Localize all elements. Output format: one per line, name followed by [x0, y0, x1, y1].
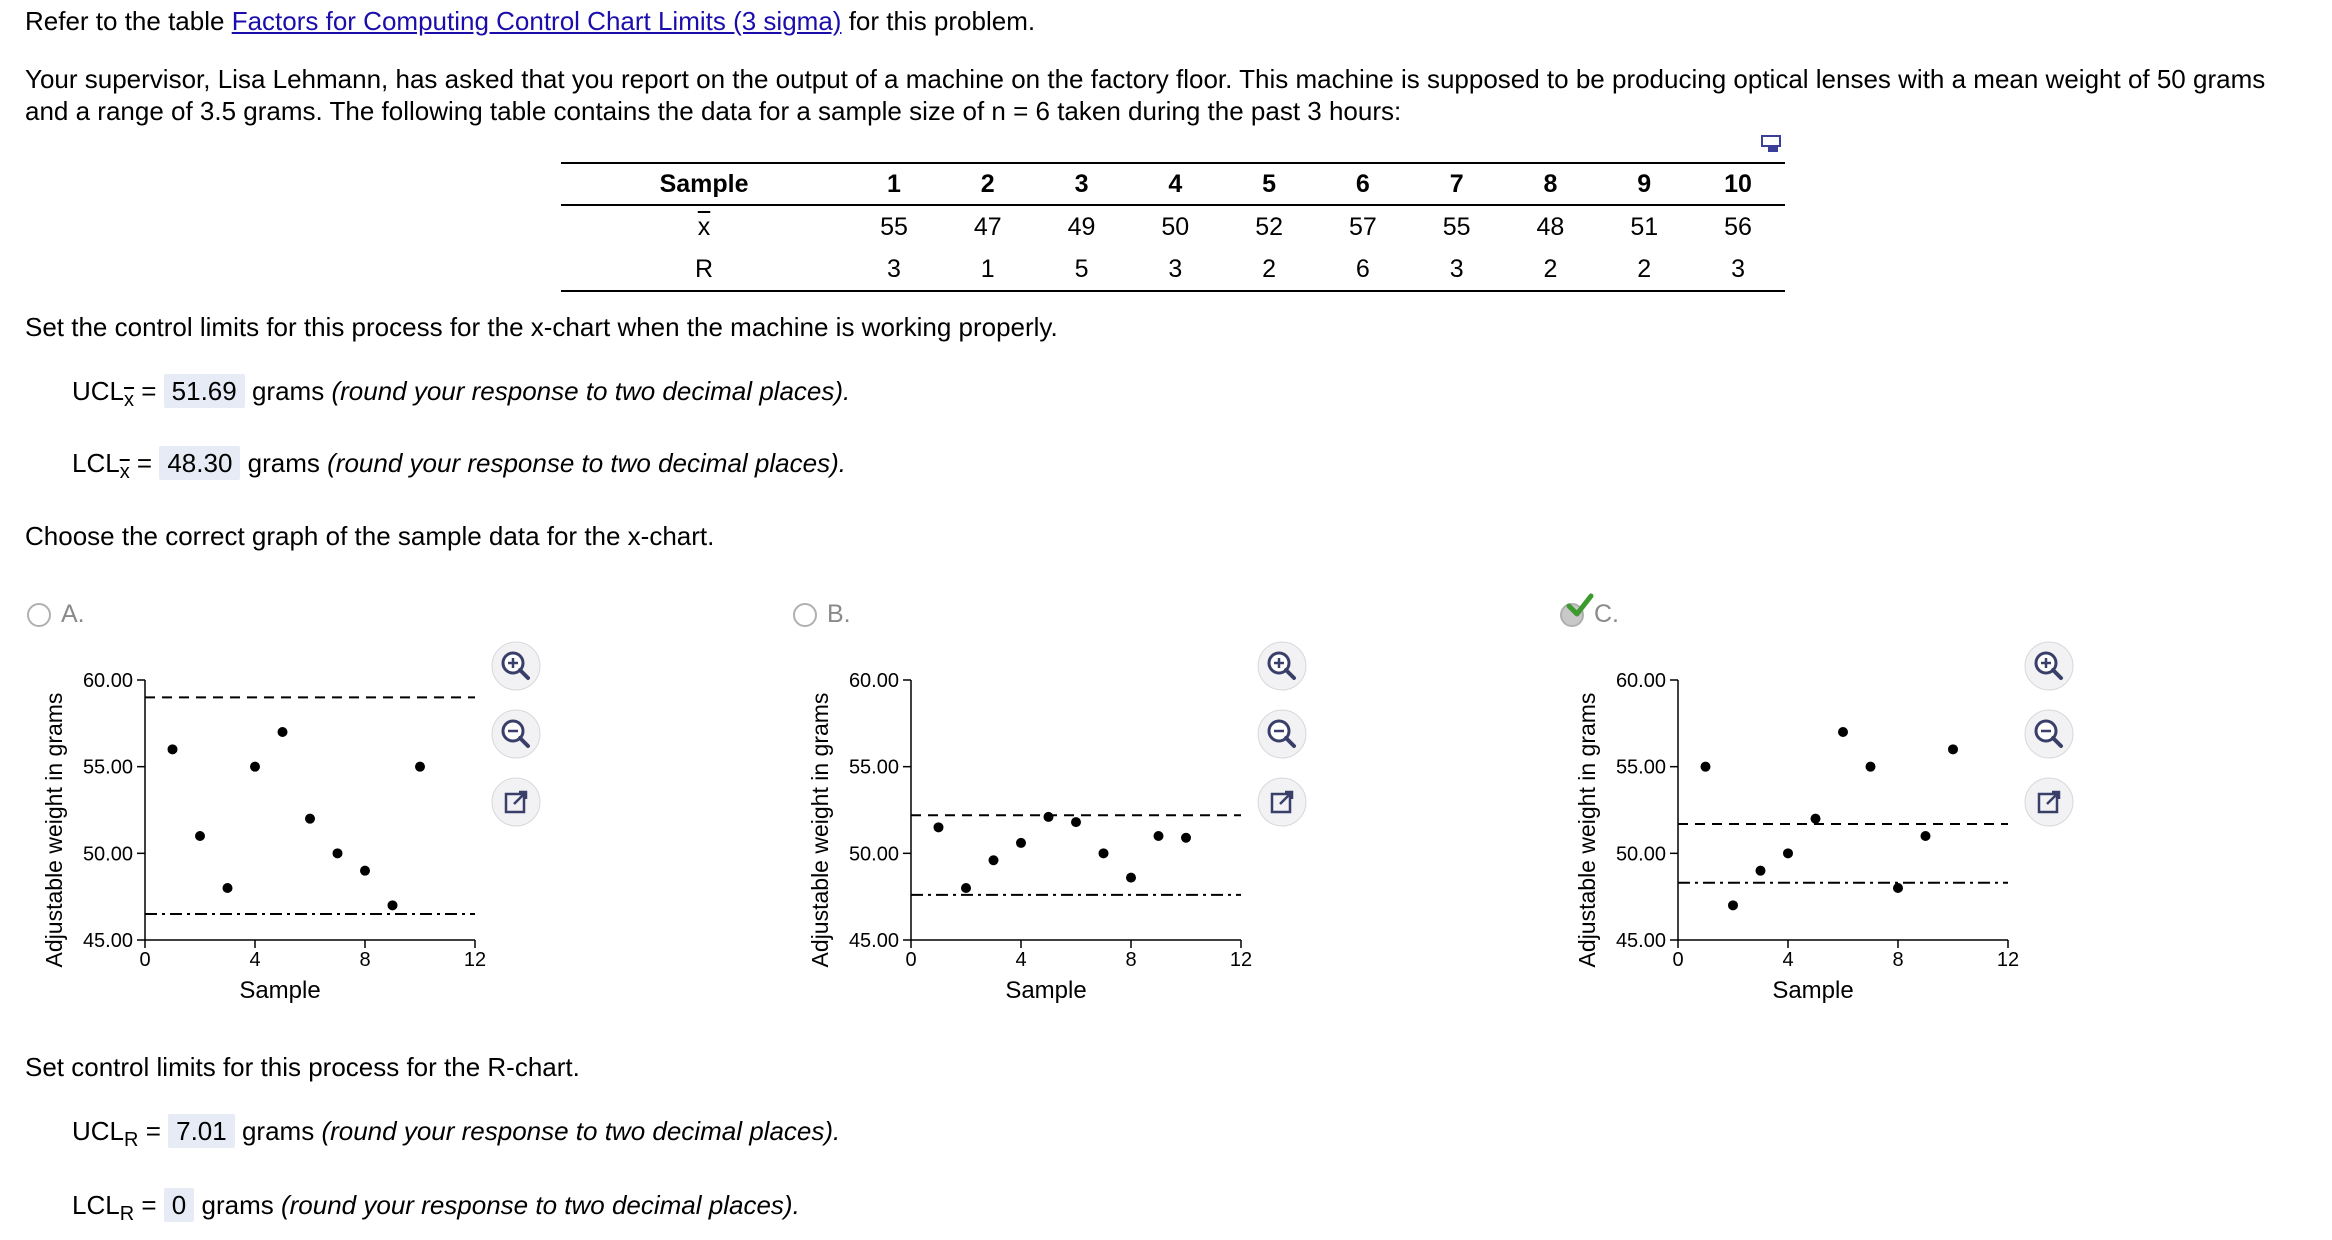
data-point	[1783, 848, 1793, 858]
table-cell: 3	[1449, 254, 1464, 283]
y-tick-label: 55.00	[848, 756, 899, 779]
table-cell: 5	[1074, 254, 1089, 283]
zoom-out-icon[interactable]	[490, 708, 542, 760]
table-cell: 3	[887, 254, 901, 283]
problem-line-2: and a range of 3.5 grams. The following table contains the data for a sample size of n = 6 taken during the past 3 hours:	[25, 96, 1402, 126]
y-axis-label: Adjustable weight in grams	[1574, 692, 1600, 968]
table-cell: 6	[1355, 254, 1370, 283]
unit-label: grams	[247, 448, 320, 478]
checkmark-icon	[1566, 593, 1594, 619]
sample-num: 9	[1597, 163, 1691, 205]
y-axis-label: Adjustable weight in grams	[807, 692, 833, 968]
expand-icon[interactable]	[1256, 776, 1308, 828]
table-row-xbar	[561, 205, 1785, 248]
sample-num: 1	[847, 163, 941, 205]
lcl-r-answer[interactable]: 0	[164, 1188, 194, 1222]
unit-label: grams	[201, 1190, 274, 1220]
expand-icon[interactable]	[490, 776, 542, 828]
zoom-in-icon[interactable]	[1256, 640, 1308, 692]
zoom-out-icon[interactable]	[1256, 708, 1308, 760]
option-letter: A.	[61, 600, 85, 628]
sample-num: 7	[1410, 163, 1504, 205]
ucl-sub: R	[124, 1129, 139, 1152]
ucl-r-answer[interactable]: 7.01	[168, 1114, 235, 1148]
problem-line-1: Your supervisor, Lisa Lehmann, has asked that you report on the output of a machine on the factory floor. This machine is supposed to be producing optical lenses with a mean weight of 50 grams	[25, 64, 2266, 94]
lcl-sub: R	[119, 1203, 135, 1226]
table-cell: 55	[880, 212, 908, 241]
sample-num: 4	[1128, 163, 1222, 205]
sample-num: 2	[941, 163, 1035, 205]
data-point	[961, 883, 971, 893]
data-point	[360, 866, 370, 876]
data-point	[1866, 762, 1876, 772]
unit-label: grams	[241, 1116, 315, 1146]
x-tick-label: 8	[359, 949, 371, 971]
round-note: (round your response to two decimal places).	[321, 1116, 841, 1146]
ucl-r-row: $UCL_R = 7.01$ grams (round your response to two decimal places).	[72, 1116, 841, 1152]
x-tick-label: 4	[1782, 949, 1794, 971]
table-cell: 48	[1536, 212, 1565, 241]
table-cell: 50	[1161, 212, 1190, 241]
zoom-in-icon[interactable]	[2023, 640, 2075, 692]
lcl-label: LCL	[72, 1190, 120, 1220]
x-axis-label: Sample	[239, 977, 321, 1004]
sample-num: 3	[1035, 163, 1129, 205]
ucl-x-row: $UCL_{\overline{x}} = 51.69$ grams (round your response to two decimal places).	[72, 376, 851, 412]
data-point	[1154, 831, 1164, 841]
data-point	[250, 762, 260, 772]
r-label: R	[695, 254, 714, 283]
sample-num: 6	[1316, 163, 1410, 205]
x-axis-label: Sample	[1772, 977, 1854, 1004]
table-cell: 2	[1543, 254, 1558, 283]
option-b-radio[interactable]	[793, 600, 851, 629]
data-point	[333, 848, 343, 858]
table-cell: 1	[980, 254, 995, 283]
ucl-x-answer[interactable]: 51.69	[164, 374, 245, 408]
ucl-label: UCL	[72, 1116, 125, 1146]
data-point	[1071, 817, 1081, 827]
radio-circle[interactable]	[793, 603, 817, 627]
data-point	[1948, 744, 1958, 754]
table-cell: 47	[973, 212, 1002, 241]
data-point	[278, 727, 288, 737]
data-point	[388, 900, 398, 910]
y-tick-label: 45.00	[848, 930, 899, 952]
copy-table-icon[interactable]	[1760, 134, 1784, 156]
sample-num: 5	[1222, 163, 1316, 205]
y-tick-label: 50.00	[848, 843, 899, 866]
data-point	[1811, 814, 1821, 824]
table-cell: 2	[1637, 254, 1652, 283]
x-tick-label: 8	[1892, 949, 1904, 971]
y-tick-label: 60.00	[1615, 670, 1666, 692]
table-cell: 57	[1348, 212, 1377, 241]
xchart-instruction: Set the control limits for this process for the x-chart when the machine is working properly.	[25, 312, 1058, 342]
data-point	[168, 744, 178, 754]
xbar-label: $\overline{x}$	[697, 212, 711, 241]
factors-table-link[interactable]: Factors for Computing Control Chart Limits (3 sigma)	[231, 6, 842, 36]
y-axis-label: Adjustable weight in grams	[41, 692, 67, 968]
lcl-x-row: $LCL_{\overline{x}} = 48.30$ grams (round your response to two decimal places).	[72, 448, 846, 484]
y-tick-label: 45.00	[82, 930, 133, 952]
data-point	[1728, 900, 1738, 910]
x-tick-label: 0	[139, 949, 151, 971]
table-cell: 55	[1442, 212, 1471, 241]
ucl-label: UCL	[72, 376, 125, 406]
graph-question: Choose the correct graph of the sample data for the x-chart.	[25, 521, 715, 551]
data-point	[989, 855, 999, 865]
data-point	[1756, 866, 1766, 876]
chart-option-a	[40, 650, 500, 1020]
x-tick-label: 12	[1229, 949, 1253, 971]
radio-circle-selected[interactable]	[1560, 603, 1584, 627]
data-point	[1921, 831, 1931, 841]
sample-data-table	[561, 162, 1785, 292]
x-tick-label: 0	[1672, 949, 1684, 971]
data-point	[1044, 812, 1054, 822]
x-tick-label: 12	[1996, 949, 2020, 971]
data-point	[1126, 873, 1136, 883]
table-cell: 56	[1724, 212, 1752, 241]
table-cell: 2	[1262, 254, 1277, 283]
data-point	[1893, 883, 1903, 893]
lcl-r-row: $LCL_R = 0$ grams (round your response to two decimal places).	[72, 1190, 800, 1226]
round-note: (round your response to two decimal places).	[327, 448, 846, 478]
y-tick-label: 55.00	[82, 756, 133, 779]
lcl-label: LCL	[72, 448, 120, 478]
y-tick-label: 60.00	[848, 670, 899, 692]
data-point	[195, 831, 205, 841]
data-point	[1099, 848, 1109, 858]
round-note: (round your response to two decimal places).	[331, 376, 851, 406]
table-cell: 49	[1067, 212, 1096, 241]
x-tick-label: 8	[1125, 949, 1137, 971]
lcl-x-answer[interactable]: 48.30	[159, 446, 240, 480]
y-tick-label: 60.00	[82, 670, 133, 692]
table-row-r	[561, 248, 1785, 291]
chart-option-b	[806, 650, 1266, 1020]
x-tick-label: 12	[463, 949, 487, 971]
x-axis-label: Sample	[1005, 977, 1087, 1004]
table-cell: 3	[1731, 254, 1745, 283]
data-point	[223, 883, 233, 893]
data-point	[1181, 833, 1191, 843]
data-point	[1016, 838, 1026, 848]
data-point	[1701, 762, 1711, 772]
round-note: (round your response to two decimal places).	[280, 1190, 800, 1220]
option-letter: C.	[1594, 600, 1619, 628]
option-c-radio[interactable]	[1560, 600, 1619, 629]
data-point	[934, 822, 944, 832]
sample-num: 10	[1691, 163, 1785, 205]
rchart-instruction: Set control limits for this process for the R-chart.	[25, 1052, 580, 1082]
x-tick-label: 4	[249, 949, 261, 971]
x-tick-label: 4	[1015, 949, 1027, 971]
y-tick-label: 50.00	[82, 843, 133, 866]
option-letter: B.	[827, 600, 851, 628]
data-point	[305, 814, 315, 824]
x-tick-label: 0	[905, 949, 917, 971]
zoom-in-icon[interactable]	[490, 640, 542, 692]
chart-option-c	[1573, 650, 2033, 1020]
expand-icon[interactable]	[2023, 776, 2075, 828]
zoom-out-icon[interactable]	[2023, 708, 2075, 760]
table-header-row	[561, 163, 1785, 205]
sample-num: 8	[1504, 163, 1598, 205]
option-a-radio[interactable]	[27, 600, 85, 629]
table-cell: 52	[1255, 212, 1283, 241]
intro-text: Refer to the table Factors for Computing Control Chart Limits (3 sigma) for this problem.	[25, 6, 1036, 36]
ucl-sub: x	[124, 389, 135, 412]
lcl-sub: x	[119, 461, 130, 484]
y-tick-label: 55.00	[1615, 756, 1666, 779]
table-cell: 51	[1630, 212, 1659, 241]
y-tick-label: 50.00	[1615, 843, 1666, 866]
radio-circle[interactable]	[27, 603, 51, 627]
data-point	[415, 762, 425, 772]
sample-header: Sample	[561, 163, 847, 205]
table-cell: 3	[1168, 254, 1183, 283]
data-point	[1838, 727, 1848, 737]
unit-label: grams	[251, 376, 325, 406]
y-tick-label: 45.00	[1615, 930, 1666, 952]
